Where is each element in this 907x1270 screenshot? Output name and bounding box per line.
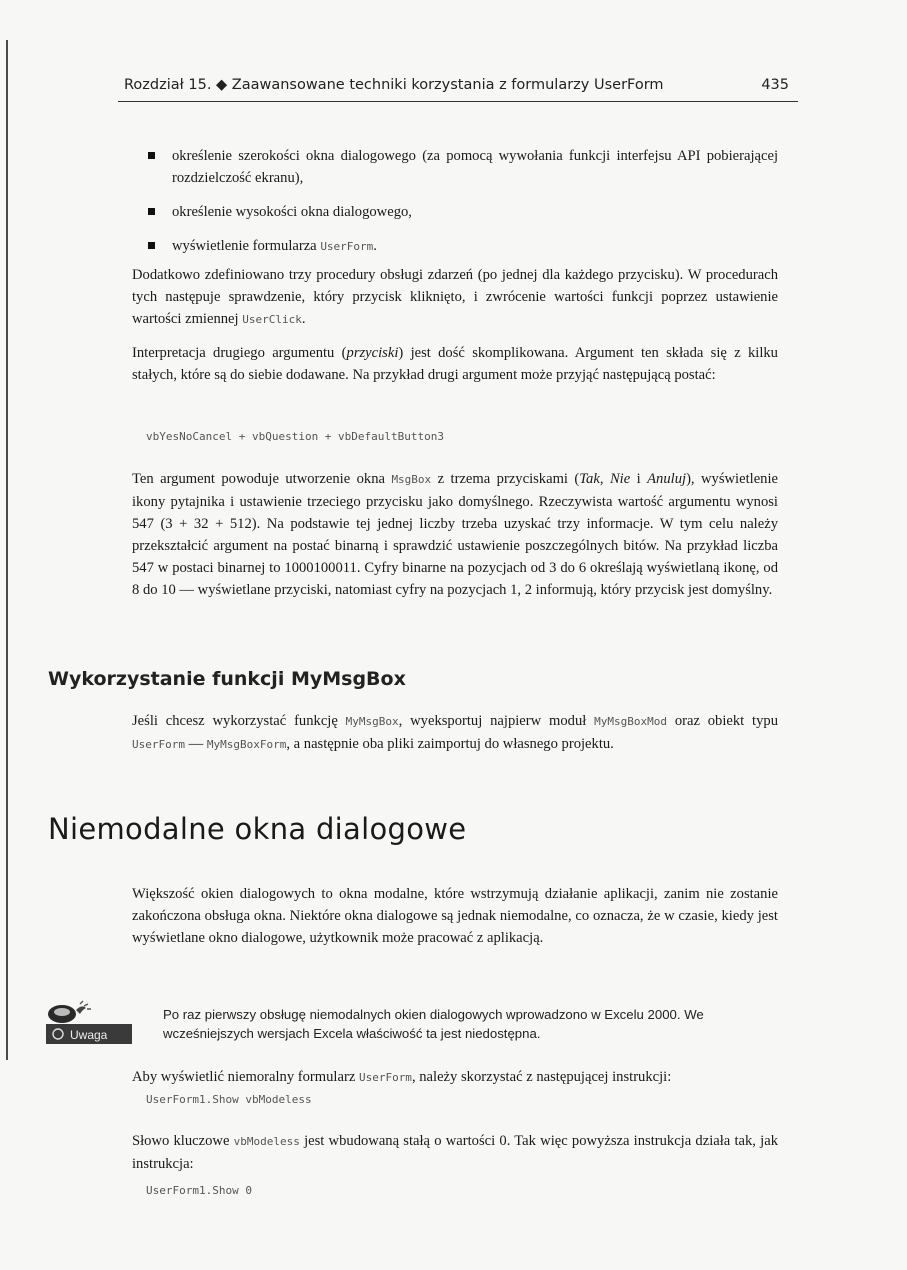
section-heading: Wykorzystanie funkcji MyMsgBox <box>48 668 406 690</box>
note-label: Uwaga <box>70 1028 108 1042</box>
code-sample: vbYesNoCancel + vbQuestion + vbDefaultButton3 <box>146 430 445 443</box>
paragraph: Słowo kluczowe vbModeless jest wbudowaną stałą o wartości 0. Tak więc powyższa instrukcja działa tak, jak instrukcja: <box>132 1133 778 1172</box>
paragraph: Interpretacja drugiego argumentu (przyciski) jest dość skomplikowana. Argument ten składa się z kilku stałych, które są do siebie dodawane. Na przykład drugi argument może przyjąć następującą postać: <box>132 345 778 383</box>
inline-code: MyMsgBox <box>345 715 399 728</box>
inline-code: MsgBox <box>391 473 432 486</box>
inline-code: UserClick <box>242 313 302 326</box>
note-icon <box>40 1000 136 1046</box>
page-number: 435 <box>761 77 789 93</box>
inline-code: MyMsgBoxForm <box>206 738 287 751</box>
code-sample: UserForm1.Show 0 <box>146 1184 252 1197</box>
list-item: określenie szerokości okna dialogowego (za pomocą wywołania funkcji interfejsu API pobierającej rozdzielczość ekranu), <box>148 145 778 189</box>
inline-code: MyMsgBoxMod <box>594 715 667 728</box>
paragraph: Dodatkowo zdefiniowano trzy procedury obsługi zdarzeń (po jednej dla każdego przycisku). W procedurach tych następuje sprawdzenie, który przycisk kliknięto, i zwrócenie wartości funkcji poprzez ustawienie wartości zmiennej UserClick. <box>132 267 778 327</box>
chapter-section-heading: Niemodalne okna dialogowe <box>48 812 467 846</box>
square-bullet-icon <box>148 152 155 159</box>
inline-code: UserForm <box>320 240 374 253</box>
inline-code: UserForm <box>358 1071 412 1084</box>
inline-code: UserForm <box>132 738 185 751</box>
paragraph: Aby wyświetlić niemoralny formularz UserForm, należy skorzystać z następującej instrukcji: <box>132 1069 672 1085</box>
bullet-list <box>148 145 778 270</box>
chapter-title: Rozdział 15. ◆ Zaawansowane techniki korzystania z formularzy UserForm <box>124 77 664 93</box>
paragraph: Większość okien dialogowych to okna modalne, które wstrzymują działanie aplikacji, zanim nie zostanie zakończona obsługa okna. Niektóre okna dialogowe są jednak niemodalne, co oznacza, że w czasie, kiedy jest wyświetlane okno dialogowe, użytkownik może pracować z aplikacją. <box>132 886 778 946</box>
binding-edge <box>6 40 8 1060</box>
code-sample: UserForm1.Show vbModeless <box>146 1093 312 1106</box>
snail-note-icon <box>40 1000 136 1046</box>
square-bullet-icon <box>148 242 155 249</box>
paragraph: Jeśli chcesz wykorzystać funkcję MyMsgBox, wyeksportuj najpierw moduł MyMsgBoxMod oraz obiekt typu UserForm — MyMsgBoxForm, a następnie oba pliki zaimportuj do własnego projektu. <box>132 713 779 752</box>
running-header <box>124 77 789 93</box>
inline-code: vbModeless <box>233 1135 300 1148</box>
square-bullet-icon <box>148 208 155 215</box>
list-item: wyświetlenie formularza UserForm. <box>148 235 778 258</box>
list-item: określenie wysokości okna dialogowego, <box>148 201 778 223</box>
note-text: Po raz pierwszy obsługę niemodalnych okien dialogowych wprowadzono w Excelu 2000. We wcześniejszych wersjach Excela właściwość ta jest niedostępna. <box>163 1007 704 1041</box>
paragraph: Ten argument powoduje utworzenie okna MsgBox z trzema przyciskami (Tak, Nie i Anuluj), wyświetlenie ikony pytajnika i ustawienie trzeciego przycisku jako domyślnego. Rzeczywista wartość argumentu wynosi 547 (3 + 32 + 512). Na podstawie tej jednej liczby trzeba uzyskać trzy informacje. W tym celu należy przekształcić argument na postać binarną i sprawdzić ustawienie poszczególnych bitów. Na przykład liczba 547 w postaci binarnej to 1000100011. Cyfry binarne na pozycjach od 3 do 6 określają wyświetlaną ikonę, od 8 do 10 — wyświetlane przyciski, natomiast cyfry na pozycjach 1, 2 informują, który przycisk jest domyślny. <box>132 471 779 598</box>
header-rule <box>118 101 798 102</box>
